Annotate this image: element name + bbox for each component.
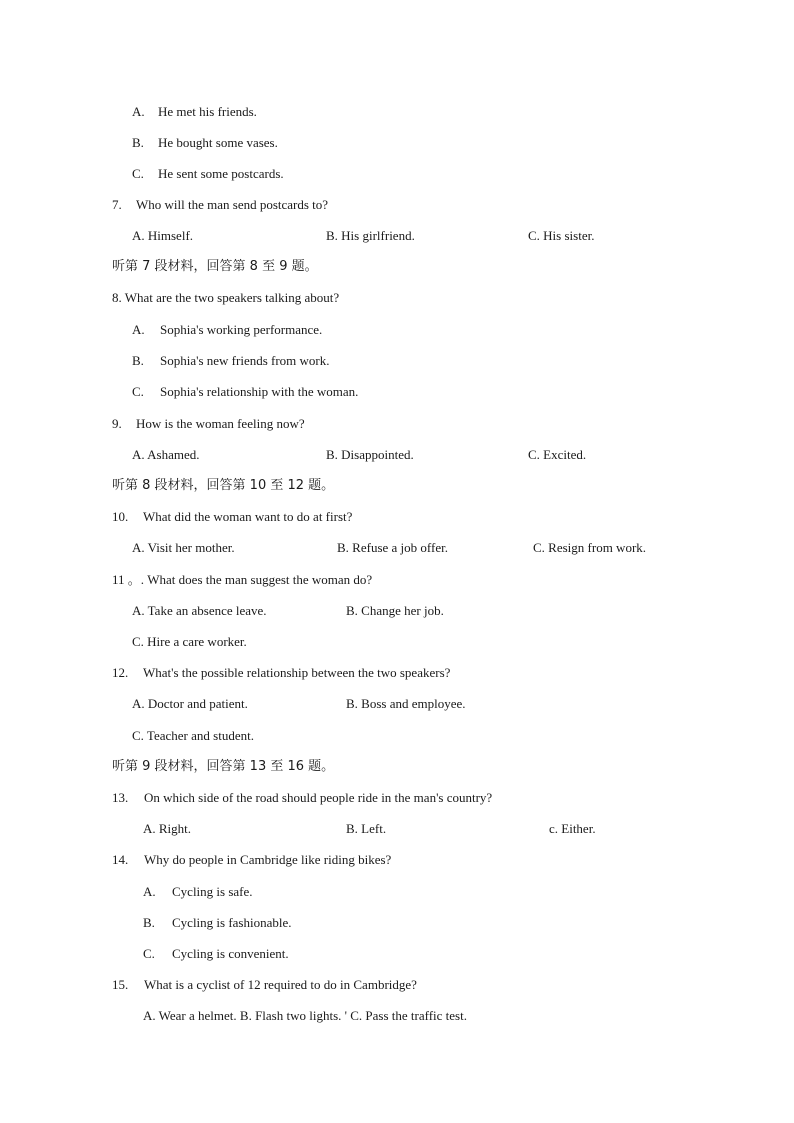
q6-option-c [132,166,284,182]
question-text: What's the possible relationship between the two speakers? [143,665,451,680]
section-heading-8: 听第 8 段材料，回答第 10 至 12 题。 [112,478,335,493]
option-letter: C. [132,166,144,181]
option-letter: B. [132,135,144,150]
question-13 [112,790,493,806]
option-text: Cycling is fashionable. [172,915,292,930]
question-9 [112,416,305,432]
question-15 [112,977,417,993]
question-number: 9. [112,416,122,431]
question-10 [112,509,353,525]
option-letter: A. [132,104,145,119]
q12-option-a: A. Doctor and patient. [132,696,248,711]
q11-option-c: C. Hire a care worker. [132,634,247,649]
option-text: He bought some vases. [158,135,278,150]
q9-option-a: A. Ashamed. [132,447,200,462]
option-text: Cycling is convenient. [172,946,289,961]
q10-option-b: B. Refuse a job offer. [337,540,448,555]
question-number: 10. [112,509,129,524]
q7-option-c: C. His sister. [528,228,595,243]
question-number: 7. [112,197,122,212]
q9-option-c: C. Excited. [528,447,587,462]
question-text: How is the woman feeling now? [136,416,305,431]
question-number: 12. [112,665,129,680]
q6-option-a [132,104,257,120]
option-letter: B. [143,915,155,930]
q8-option-a [132,322,323,338]
question-text: On which side of the road should people ride in the man's country? [144,790,493,805]
question-text: What is a cyclist of 12 required to do in Cambridge? [144,977,417,992]
q12-option-c: C. Teacher and student. [132,728,254,743]
option-letter: C. [132,384,144,399]
section-heading-7: 听第 7 段材料，回答第 8 至 9 题。 [112,259,318,274]
q7-option-b: B. His girlfriend. [326,228,415,243]
q15-options: A. Wear a helmet. B. Flash two lights. ' C. Pass the traffic test. [143,1008,467,1023]
q11-option-b: B. Change her job. [346,603,444,618]
q14-option-b [143,915,292,931]
option-letter: A. [132,322,145,337]
q13-option-c: c. Either. [549,821,596,836]
q10-option-a: A. Visit her mother. [132,540,235,555]
option-letter: B. [132,353,144,368]
option-letter: C. [143,946,155,961]
question-number: 14. [112,852,129,867]
option-text: Sophia's new friends from work. [160,353,330,368]
option-text: Cycling is safe. [172,884,253,899]
question-11: 11 。. What does the man suggest the woman do? [112,572,373,587]
section-heading-9: 听第 9 段材料，回答第 13 至 16 题。 [112,759,335,774]
question-7 [112,197,329,213]
question-number: 13. [112,790,129,805]
q14-option-c [143,946,289,962]
q8-option-c [132,384,359,400]
question-8: 8. What are the two speakers talking about? [112,290,340,305]
question-text: Who will the man send postcards to? [136,197,329,212]
question-text: Why do people in Cambridge like riding bikes? [144,852,392,867]
option-text: Sophia's relationship with the woman. [160,384,359,399]
q12-option-b: B. Boss and employee. [346,696,466,711]
option-text: He sent some postcards. [158,166,284,181]
q9-option-b: B. Disappointed. [326,447,414,462]
q11-option-a: A. Take an absence leave. [132,603,267,618]
q13-option-b: B. Left. [346,821,387,836]
question-text: What did the woman want to do at first? [143,509,353,524]
q10-option-c: C. Resign from work. [533,540,647,555]
question-number: 15. [112,977,129,992]
option-text: He met his friends. [158,104,257,119]
q6-option-b [132,135,278,151]
question-14 [112,852,392,868]
q7-option-a: A. Himself. [132,228,194,243]
question-12 [112,665,451,681]
option-text: Sophia's working performance. [160,322,323,337]
option-letter: A. [143,884,156,899]
q13-option-a: A. Right. [143,821,192,836]
q14-option-a [143,884,253,900]
q8-option-b [132,353,330,369]
